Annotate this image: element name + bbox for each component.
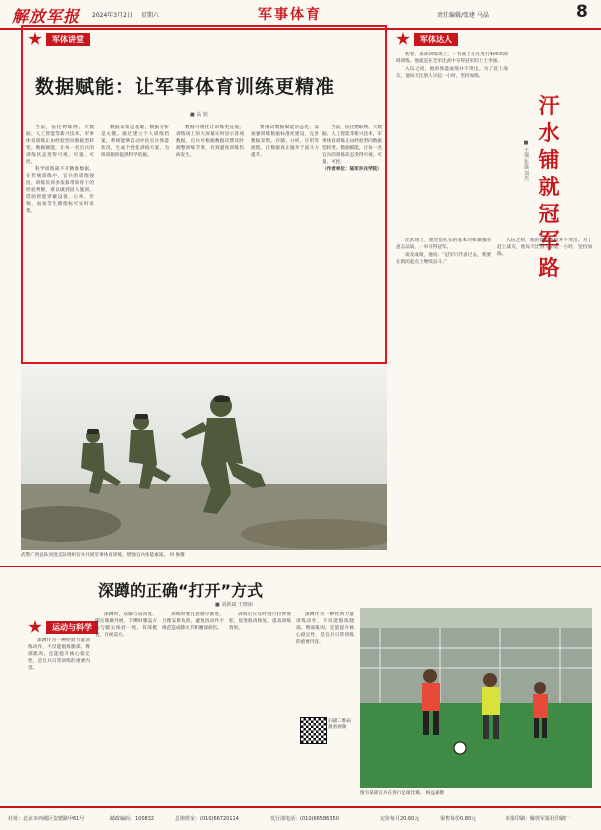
paragraph: 要推动数据赋能常态化，需加强训练数据标准化建设，完善数据采集、存储、分析、应用等流程，让数据真正服务于战斗力提升。	[251, 125, 319, 158]
paragraph: 数据采集是基础，数据分析是关键。通过建立个人训练档案，系统能够自动评估官兵体能状况，生成个性化训练方案，为组训施训提供科学依据。	[101, 125, 169, 158]
paragraph: 科学训练离不开精准数据。在传统训练中，官兵的训练强度、训练负荷多依靠带训骨干的经验判断，难以做到因人施训。借助智能穿戴设备，心率、步频、血氧等生理指标可实时采集。	[26, 167, 94, 214]
paragraph: 训练时要注意循序渐进，合理安排负荷，避免因动作不规范造成膝关节和腰部损伤。	[162, 612, 224, 631]
side-tag-row	[396, 32, 458, 46]
football-photo-image	[360, 608, 592, 788]
paragraph: 入伍之初，他的体能成绩并不突出。为了赶上战友，他每天比别人早起一小时，坚持加练。	[497, 238, 592, 257]
star-icon	[396, 32, 410, 46]
feature-tag: 军体讲堂	[46, 33, 90, 46]
feature-column-2	[101, 125, 169, 325]
paragraph: 深蹲作为一种经典力量训练动作，不仅能锻炼腿部、臀部肌肉，还能提升核心稳定性，是官兵日常训练的重要内容。	[296, 612, 354, 645]
paragraph: 比武场上，他凭借扎实的基本功和顽强的意志品质，一举夺得冠军。	[396, 238, 491, 250]
paragraph: 谈及成绩，他说：“冠军只代表过去，我要在新的起点上继续奋斗。”	[396, 252, 491, 265]
section-title: 军事体育	[258, 7, 322, 23]
page-number: 8	[576, 2, 588, 22]
masthead: 解放军报	[12, 7, 81, 26]
paragraph: 当前，依托物联网、大数据、人工智能等新兴技术，军事体育训练正由经验型向数据型转变。数据赋能，让每一名官兵的训练状态变得可视、可量、可控。	[26, 125, 94, 165]
side-byline: ■ 王强 张磊 刘杰	[523, 140, 529, 181]
date: 2024年3月2日	[92, 12, 133, 19]
training-photo-image	[21, 364, 387, 550]
issue-date	[92, 10, 159, 19]
page-footer	[0, 806, 601, 830]
feature-column-1	[26, 125, 94, 325]
side-column-2	[396, 238, 491, 548]
feature-column-3	[176, 125, 244, 325]
football-photo-caption: 图为某部官兵在进行足球比赛。 杨益嘉摄	[360, 791, 445, 796]
second-column-5	[296, 612, 354, 802]
side-headline: 汗水铺就冠军路	[538, 93, 560, 280]
footer-retail: 零售每份0.80元	[440, 816, 477, 822]
feature-tag-row	[28, 32, 90, 46]
second-column-1	[28, 638, 90, 803]
feature-photo-caption: 武警广西总队河池支队组织官兵开展军事体育训练，增强官兵体能素质。 何 俊摄	[21, 553, 185, 558]
qr-caption: 扫描二维码 观看视频	[328, 719, 351, 730]
footer-phone-duty: 总值班室：(010)66720114	[175, 816, 239, 822]
training-photo	[21, 364, 387, 550]
second-headline: 深蹲的正确“打开”方式	[98, 581, 264, 600]
second-column-3	[162, 612, 224, 802]
paragraph: 初春，某部训练场上，一名战士正在进行400米障碍训练。他就是在全军比武中夺得冠军的上士李强。	[396, 52, 508, 64]
footer-printer: 本报印刷：解放军报社印刷厂	[505, 816, 571, 822]
section-divider	[0, 566, 601, 567]
star-icon	[28, 620, 42, 634]
footer-zip: 邮政编码：100832	[110, 816, 155, 822]
paragraph: 深蹲作为一种经典力量训练动作，不仅能锻炼腿部、臀部肌肉，还能提升核心稳定性，是官兵日常训练的重要内容。	[28, 638, 90, 671]
second-column-4	[229, 612, 291, 802]
football-photo	[360, 608, 592, 788]
source-note: （作者单位：陆军步兵学院）	[322, 167, 382, 173]
footer-address: 社址：北京市西城区安德路甲61号	[8, 816, 85, 822]
paragraph: 数据可视化让训练更直观。训练场上的大屏幕实时显示各项数据，官兵可根据数据反馈及时调整训练节奏，有效避免训练伤病发生。	[176, 125, 244, 158]
weekday: 星期六	[140, 12, 159, 19]
footer-price: 定价每月20.60元	[380, 816, 420, 822]
second-column-2	[95, 612, 157, 802]
paragraph: 当前，依托物联网、大数据、人工智能等新兴技术，军事体育训练正由经验型向数据型转变。数据赋能，让每一名官兵的训练状态变得可视、可量、可控。	[322, 125, 382, 165]
side-tag: 军体达人	[414, 33, 458, 46]
feature-byline: ■ 高 铭	[190, 112, 208, 118]
paragraph: 训练后应及时进行拉伸放松，促进肌肉恢复，提高训练效果。	[229, 612, 291, 631]
qr-code-icon[interactable]	[300, 717, 327, 744]
paragraph: 入伍之初，他的体能成绩并不突出。为了赶上战友，他每天比别人早起一小时，坚持加练。	[396, 66, 508, 79]
second-tag: 运动与科学	[46, 621, 98, 634]
footer-phone-distribution: 发行部电话：(010)66586350	[270, 816, 339, 822]
second-byline: ■ 刘新斌 王晓丽	[215, 602, 253, 608]
feature-column-4	[251, 125, 319, 325]
side-column-3	[497, 238, 592, 548]
second-tag-row	[28, 620, 98, 634]
paragraph: 深蹲时，双脚与肩同宽，脚尖微微外展，下蹲时膝盖方向与脚尖保持一致，背部挺直，目视前方。	[95, 612, 157, 638]
feature-column-5	[322, 125, 382, 340]
star-icon	[28, 32, 42, 46]
side-column-1	[396, 52, 508, 232]
feature-headline: 数据赋能：让军事体育训练更精准	[35, 76, 336, 98]
editors: 责任编辑/张建 马晶	[437, 12, 489, 19]
